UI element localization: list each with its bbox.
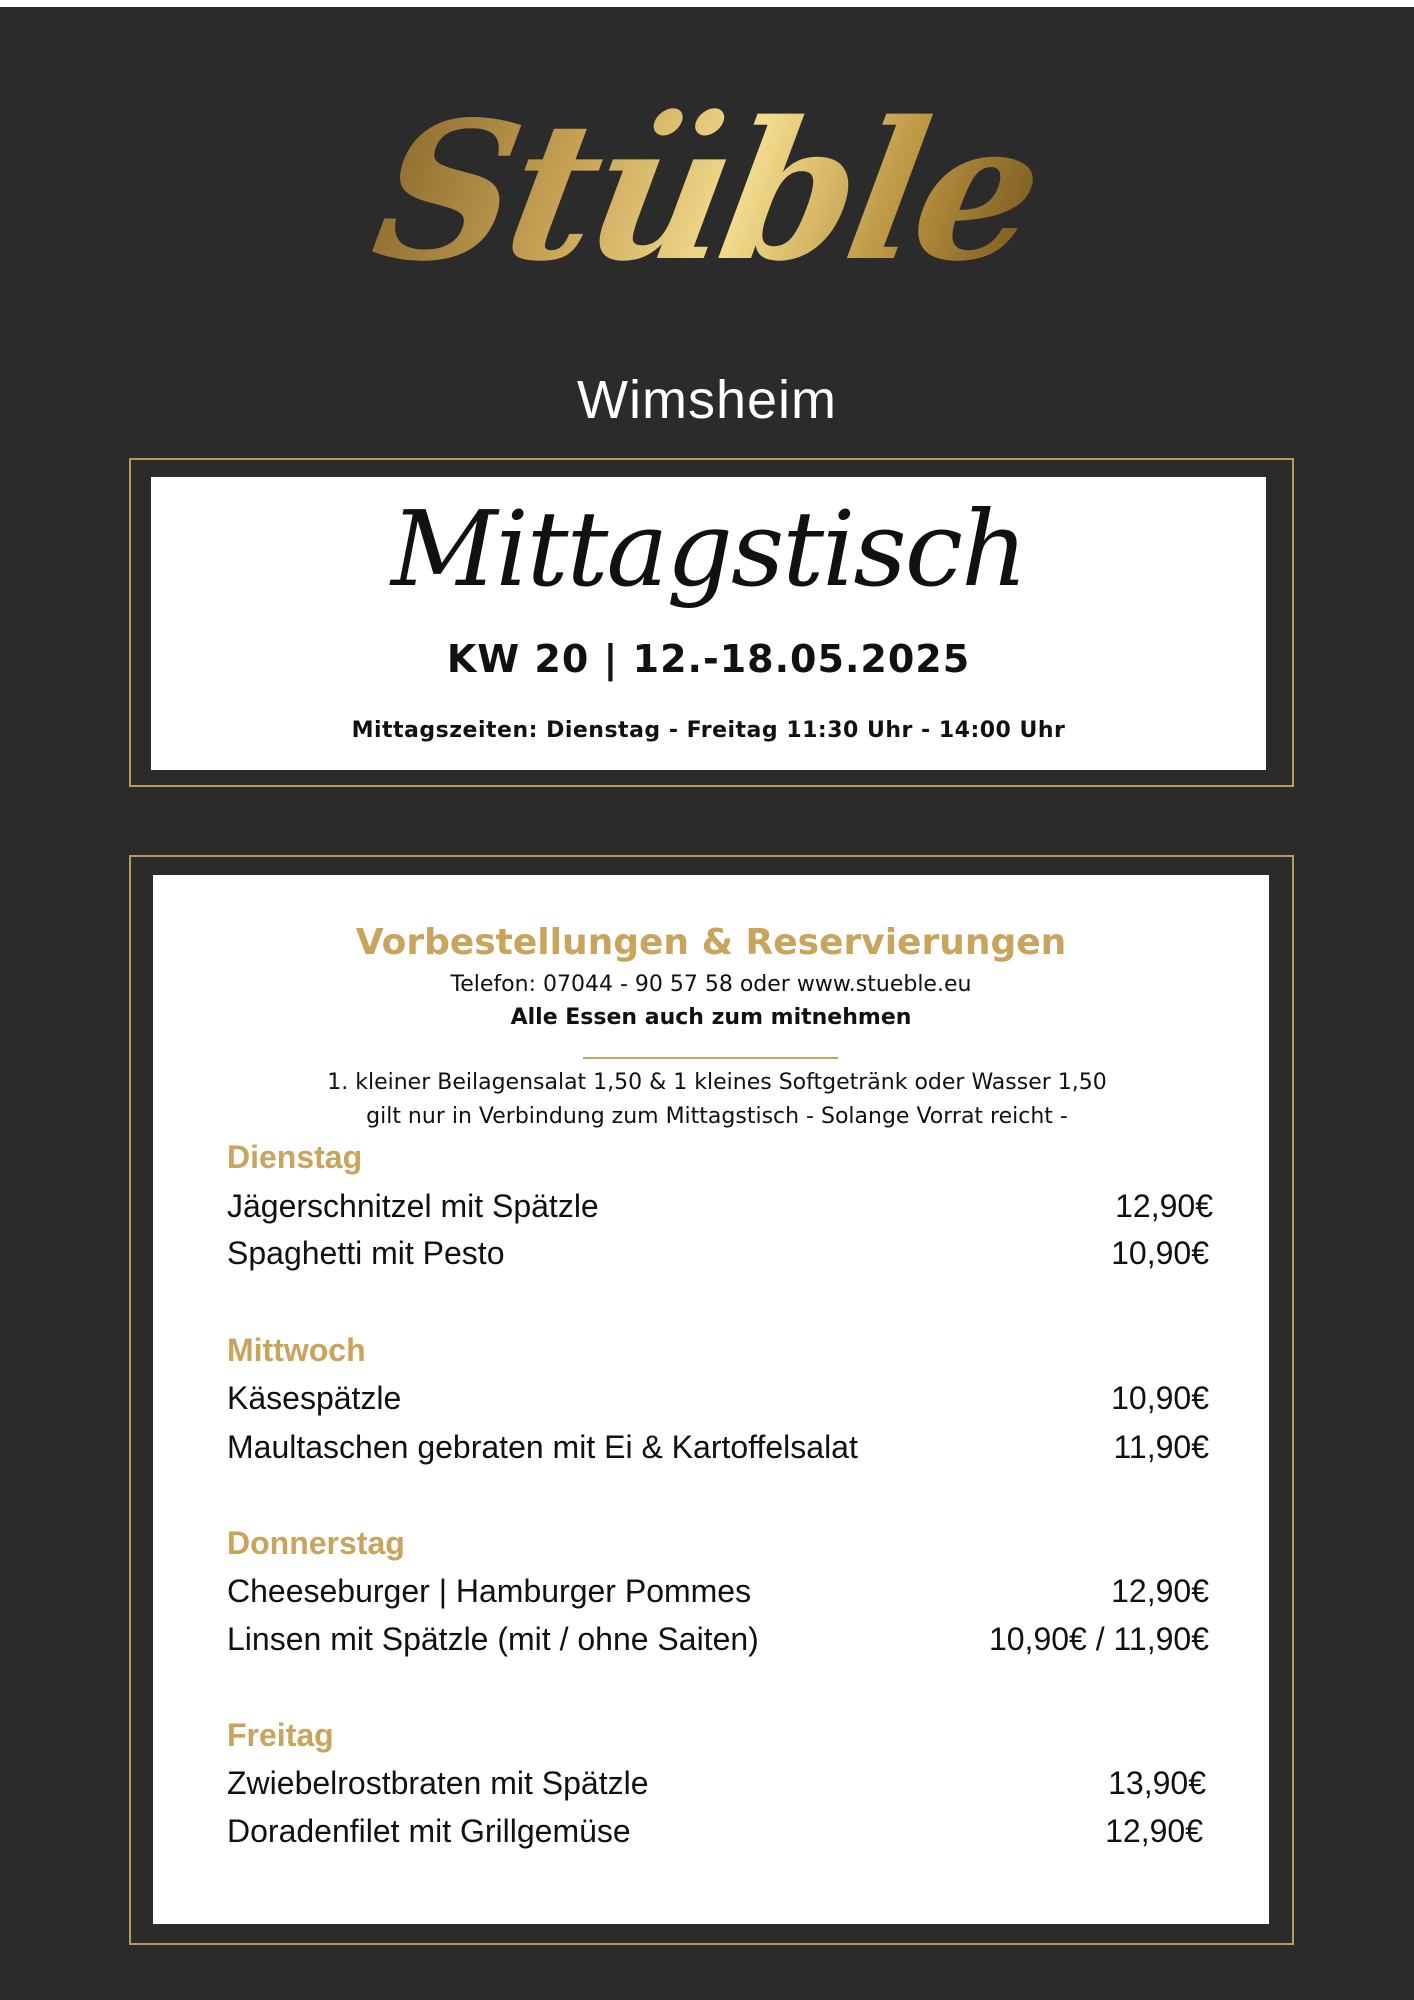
day-heading-donnerstag: Donnerstag xyxy=(227,1525,405,1561)
menu-item-price: 10,90€ / 11,90€ xyxy=(988,1621,1209,1657)
page-title: Mittagstisch xyxy=(391,488,1026,610)
menu-item-name: Käsespätzle xyxy=(227,1380,402,1416)
menu-item-price: 12,90€ xyxy=(1105,1813,1203,1849)
menu-item-name: Maultaschen gebraten mit Ei & Kartoffelsalat xyxy=(227,1429,858,1465)
logo xyxy=(0,80,1414,303)
menu-item-price: 11,90€ xyxy=(1113,1429,1209,1465)
menu-item-price: 10,90€ xyxy=(1111,1380,1209,1416)
day-heading-mittwoch: Mittwoch xyxy=(227,1332,366,1368)
logo-wordmark: Stüble xyxy=(360,80,1054,303)
menu-page xyxy=(0,7,1414,2000)
day-heading-freitag: Freitag xyxy=(227,1717,334,1753)
lunch-hours: Mittagszeiten: Dienstag - Freitag 11:30 Uhr - 14:00 Uhr xyxy=(351,718,1066,743)
takeaway-note: Alle Essen auch zum mitnehmen xyxy=(510,1005,912,1030)
menu-item-name: Cheeseburger | Hamburger Pommes xyxy=(227,1573,752,1609)
menu-item-name: Jägerschnitzel mit Spätzle xyxy=(227,1188,599,1224)
menu-item-name: Linsen mit Spätzle (mit / ohne Saiten) xyxy=(227,1621,759,1657)
title-panel xyxy=(151,477,1266,770)
reservations-title: Vorbestellungen & Reservierungen xyxy=(355,922,1067,963)
contact-line: Telefon: 07044 - 90 57 58 oder www.stueble.eu xyxy=(450,972,972,997)
week-label: KW 20 | 12.-18.05.2025 xyxy=(446,637,971,681)
divider xyxy=(583,1057,838,1059)
menu-panel xyxy=(153,875,1269,1924)
menu-item-name: Spaghetti mit Pesto xyxy=(227,1235,505,1271)
logo-location: Wimsheim xyxy=(577,370,837,430)
menu-item-price: 13,90€ xyxy=(1108,1765,1206,1801)
menu-item-name: Zwiebelrostbraten mit Spätzle xyxy=(227,1765,649,1801)
offer-line-2: gilt nur in Verbindung zum Mittagstisch - Solange Vorrat reicht - xyxy=(366,1104,1068,1129)
menu-item-price: 10,90€ xyxy=(1111,1235,1209,1271)
menu-item-price: 12,90€ xyxy=(1115,1188,1213,1224)
offer-line-1: 1. kleiner Beilagensalat 1,50 & 1 kleines Softgetränk oder Wasser 1,50 xyxy=(327,1070,1107,1095)
day-heading-dienstag: Dienstag xyxy=(227,1139,363,1175)
menu-item-name: Doradenfilet mit Grillgemüse xyxy=(227,1813,631,1849)
menu-item-price: 12,90€ xyxy=(1111,1573,1209,1609)
